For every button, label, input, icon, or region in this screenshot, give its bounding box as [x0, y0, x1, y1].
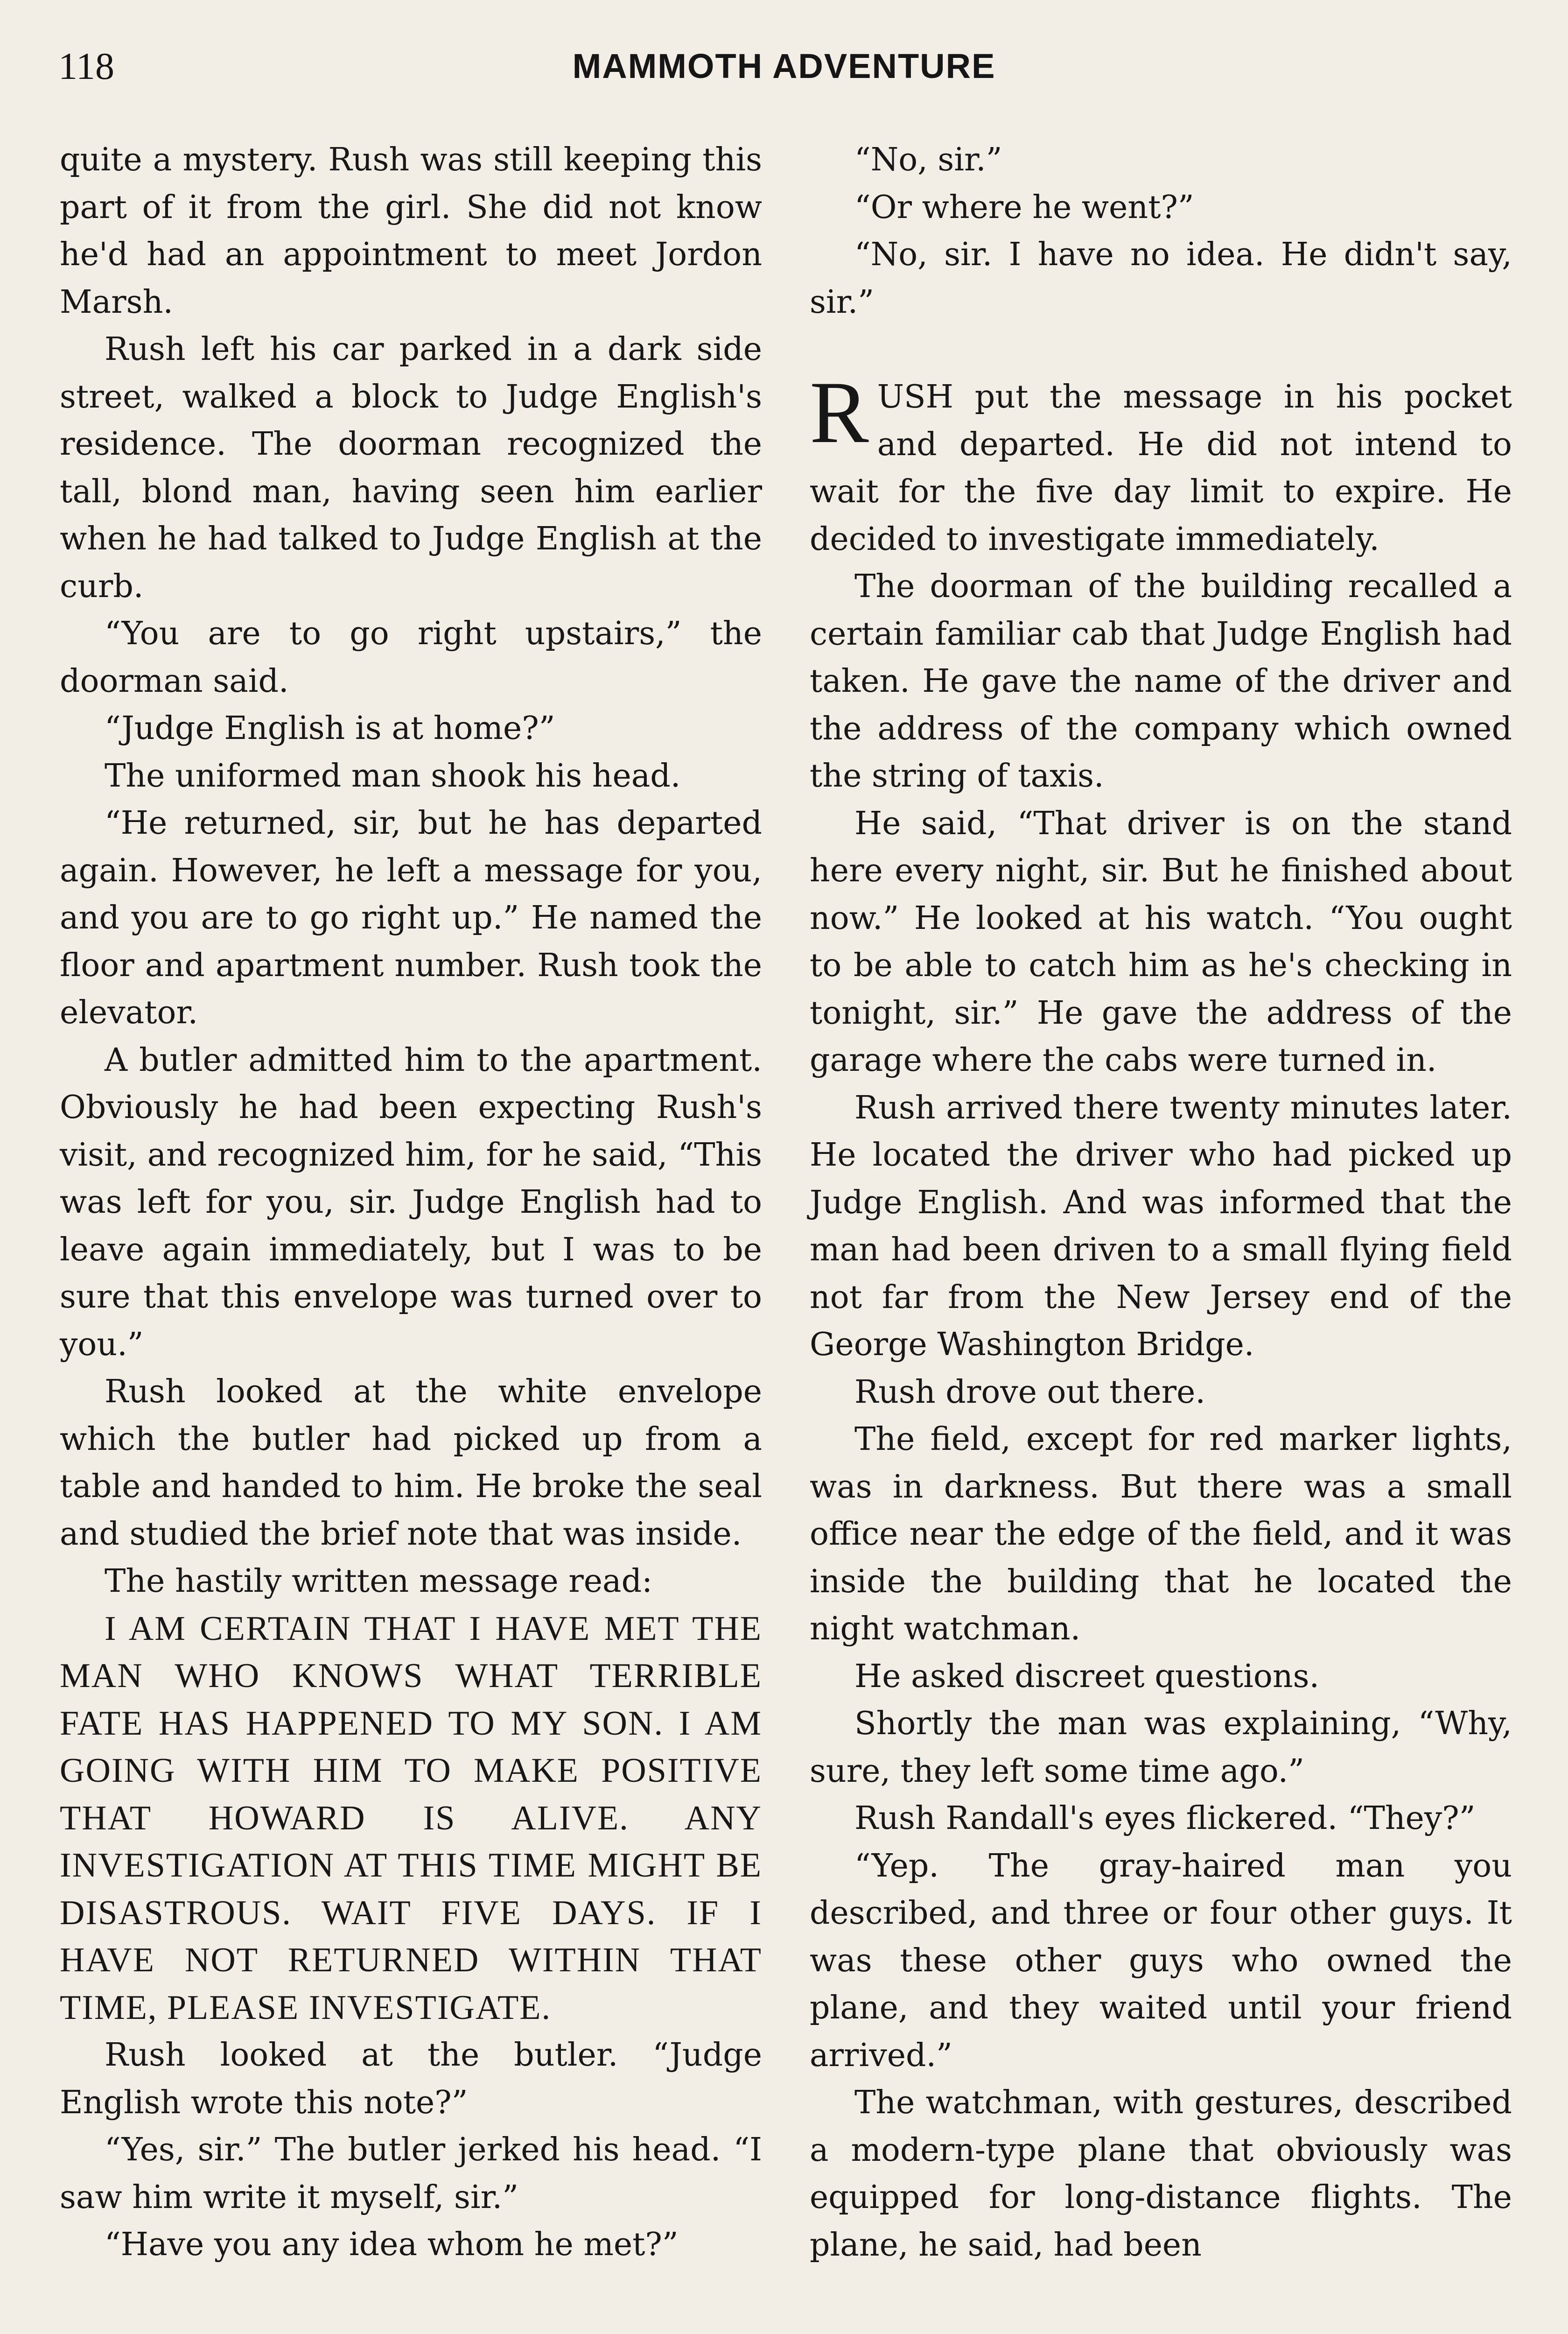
paragraph: “He returned, sir, but he has departed again. However, he left a message for you, and you are to go right up.” He named the floor and apartment number. Rush took the elevator. [60, 805, 762, 1031]
paragraph-text: USH put the message in his pocket and departed. He did not intend to wait for the five day limit to expire. He decided to investigate immediately. [810, 379, 1512, 558]
left-column [60, 136, 762, 2269]
paragraph: The hastily written message read: [105, 1563, 653, 1600]
section-opening-paragraph [810, 364, 1512, 563]
paragraph: “No, sir. I have no idea. He didn't say, sir.” [810, 236, 1512, 321]
page-header [58, 43, 1510, 90]
paragraph: “Or where he went?” [854, 189, 1194, 226]
paragraph: Rush left his car parked in a dark side street, walked a block to Judge English's residence. The doorman recognized the tall, blond man, having seen him earlier when he had talked to Judge English at the curb. [60, 331, 762, 605]
paragraph: The watchman, with gestures, described a modern-type plane that obviously was equipped for long-distance flights. The plane, he said, had been [810, 2084, 1512, 2264]
paragraph: “Have you any idea whom he met?” [105, 2226, 679, 2263]
paragraph: “Yep. The gray-haired man you described, and three or four other guys. It was these other guys who owned the plane, and they waited until your friend arrived.” [810, 1847, 1512, 2074]
paragraph: “No, sir.” [854, 141, 1002, 178]
paragraph: “Yes, sir.” The butler jerked his head. “I saw him write it myself, sir.” [60, 2131, 762, 2216]
paragraph: Rush looked at the butler. “Judge English wrote this note?” [60, 2037, 762, 2121]
paragraph: Rush looked at the white envelope which the butler had picked up from a table and handed to him. He broke the seal and studied the brief note that was inside. [60, 1373, 762, 1553]
paragraph: quite a mystery. Rush was still keeping this part of it from the girl. She did not know he'd had an appointment to meet Jordon Marsh. [60, 141, 762, 321]
paragraph: He asked discreet questions. [854, 1658, 1320, 1695]
paragraph: “Judge English is at home?” [105, 710, 555, 747]
right-column [810, 136, 1512, 2269]
paragraph: Rush drove out there. [854, 1373, 1205, 1411]
paragraph: The field, except for red marker lights, was in darkness. But there was a small office near the edge of the field, and it was inside the building that he located the night watchman. [810, 1421, 1512, 1647]
page-number: 118 [58, 45, 114, 87]
paragraph: The doorman of the building recalled a certain familiar cab that Judge English had taken. He gave the name of the driver and the address of the company which owned the string of taxis. [810, 568, 1512, 794]
paragraph: The uniformed man shook his head. [105, 757, 681, 794]
drop-cap: R [810, 364, 869, 462]
paragraph: Rush Randall's eyes flickered. “They?” [854, 1800, 1476, 1837]
paragraph: Shortly the man was explaining, “Why, sure, they left some time ago.” [810, 1705, 1512, 1790]
paragraph: A butler admitted him to the apartment. Obviously he had been expecting Rush's visit, and recognized him, for he said, “This was left for you, sir. Judge English had to leave again immediately, but I was to be sure that this envelope was turned over to you.” [60, 1041, 762, 1363]
paragraph: He said, “That driver is on the stand here every night, sir. But he finished about now.” He looked at his watch. “You ought to be able to catch him as he's checking in tonight, sir.” He gave the address of the garage where the cabs were turned in. [810, 805, 1512, 1079]
running-title: MAMMOTH ADVENTURE [572, 47, 996, 85]
telegram-message: I AM CERTAIN THAT I HAVE MET THE MAN WHO KNOWS WHAT TERRIBLE FATE HAS HAPPENED TO MY SON. I AM GOING WITH HIM TO MAKE POSITIVE THAT HOWARD IS ALIVE. ANY INVESTIGATION AT THIS TIME MIGHT BE DISASTROUS. WAIT FIVE DAYS. IF I HAVE NOT RETURNED WITHIN THAT TIME, PLEASE INVESTIGATE. [60, 1609, 762, 2027]
paragraph: Rush arrived there twenty minutes later. He located the driver who had picked up Judge English. And was informed that the man had been driven to a small flying field not far from the New Jersey end of the George Washington Bridge. [810, 1089, 1512, 1363]
paragraph: “You are to go right upstairs,” the doorman said. [60, 615, 762, 700]
